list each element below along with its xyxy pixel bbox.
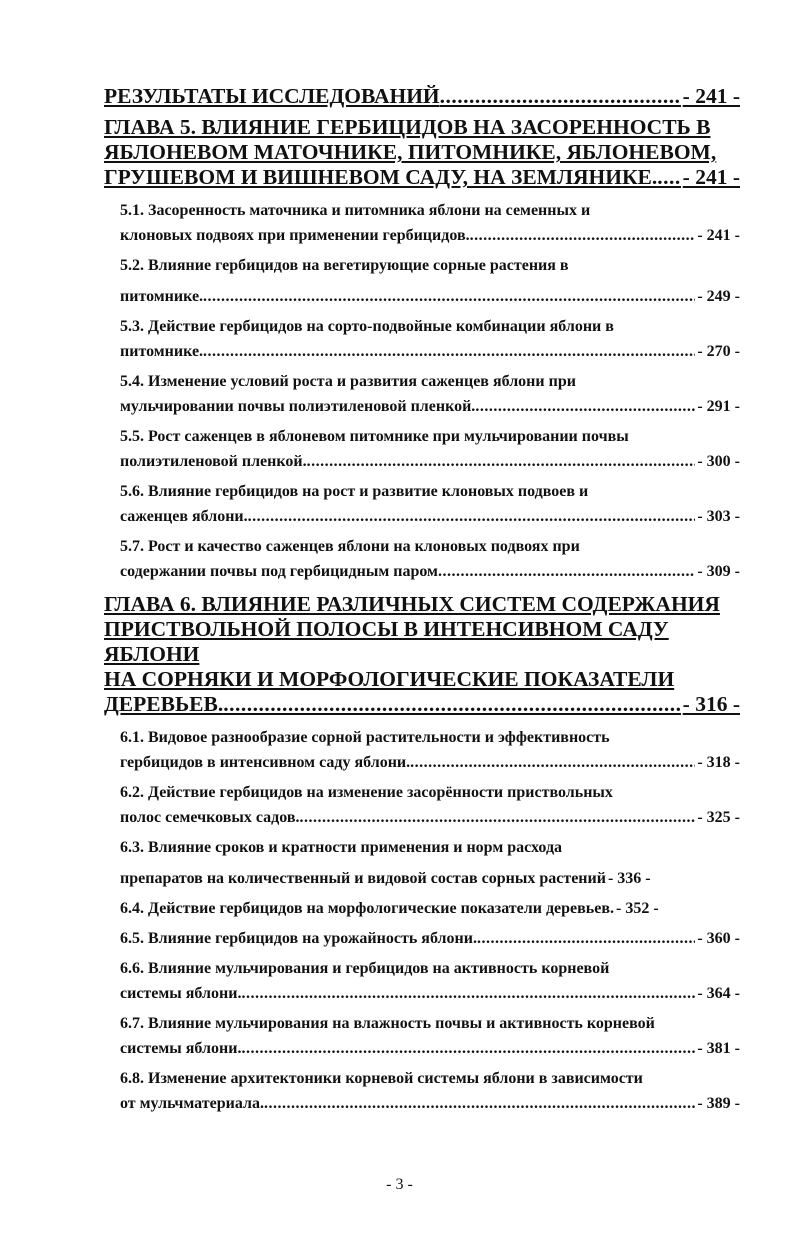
toc-subentry-5-3[interactable] — [104, 314, 740, 364]
page-ref: - 316 - — [682, 692, 740, 716]
toc-subentry-6-6[interactable] — [104, 956, 740, 1006]
subentry-title: полос семечковых садов. — [120, 809, 300, 826]
subentry-title: гербицидов в интенсивном саду яблони. — [120, 754, 411, 771]
chapter-title-line: ПРИСТВОЛЬНОЙ ПОЛОСЫ В ИНТЕНСИВНОМ САДУ ЯБЛОНИ — [104, 617, 669, 666]
subentry-title: системы яблони. — [120, 1040, 242, 1057]
page-ref: - 309 - — [697, 563, 740, 580]
toc-title: РЕЗУЛЬТАТЫ ИССЛЕДОВАНИЙ — [104, 84, 440, 108]
chapter-title-line: НА СОРНЯКИ И МОРФОЛОГИЧЕСКИЕ ПОКАЗАТЕЛИ — [104, 667, 675, 691]
subentry-title: питомнике. — [120, 288, 204, 305]
page-ref: - 291 - — [697, 398, 740, 415]
subentry-title: 6.3. Влияние сроков и кратности применения и норм расхода — [120, 839, 563, 856]
subentry-title: питомнике. — [120, 343, 204, 360]
dot-leader — [410, 750, 695, 775]
page-ref: - 241 - — [697, 227, 740, 244]
dot-leader — [440, 84, 681, 109]
dot-leader — [307, 449, 696, 474]
subentry-title: от мульчматериала. — [120, 1095, 264, 1112]
subentry-title: полиэтиленовой пленкой. — [120, 453, 307, 470]
dot-leader — [438, 559, 695, 584]
page-ref: - 249 - — [697, 288, 740, 305]
toc-entry-results[interactable] — [104, 84, 740, 109]
toc-subentry-6-3[interactable] — [104, 835, 740, 891]
dot-leader — [657, 165, 680, 190]
dot-leader — [203, 339, 695, 364]
subentry-title: 5.2. Влияние гербицидов на вегетирующие сорные растения в — [120, 257, 569, 274]
dot-leader — [475, 394, 695, 419]
page-ref: - 241 - — [682, 84, 740, 108]
subentry-title: мульчировании почвы полиэтиленовой пленкой. — [120, 398, 476, 415]
subentry-title: 6.8. Изменение архитектоники корневой системы яблони в зависимости — [120, 1070, 643, 1087]
toc-subentry-5-2[interactable] — [104, 253, 740, 309]
subentry-title: 5.6. Влияние гербицидов на рост и развитие клоновых подвоев и — [120, 483, 589, 500]
subentry-title: 6.7. Влияние мульчирования на влажность почвы и активность корневой — [120, 1015, 655, 1032]
subentry-title: саженцев яблони. — [120, 508, 248, 525]
subentry-title: 5.5. Рост саженцев в яблоневом питомнике при мульчировании почвы — [120, 428, 629, 445]
dot-leader — [241, 981, 695, 1006]
subentry-title: 6.2. Действие гербицидов на изменение засорённости приствольных — [120, 784, 613, 801]
toc-subentry-6-7[interactable] — [104, 1011, 740, 1061]
toc-subentry-6-8[interactable] — [104, 1066, 740, 1116]
page-ref: - 364 - — [697, 985, 740, 1002]
page-number: - 3 - — [386, 1176, 413, 1193]
page-ref: - 241 - — [682, 165, 740, 189]
chapter-title-line: ДЕРЕВЬЕВ. — [104, 692, 224, 716]
chapter-title-line: ГРУШЕВОМ И ВИШНЕВОМ САДУ, НА ЗЕМЛЯНИКЕ. — [104, 165, 658, 189]
subentry-title: 5.1. Засоренность маточника и питомника яблони на семенных и — [120, 202, 591, 219]
dot-leader — [203, 284, 695, 309]
toc-subentry-5-7[interactable] — [104, 534, 740, 584]
dot-leader — [477, 926, 695, 951]
dot-leader — [223, 692, 680, 717]
chapter-title-line: ГЛАВА 6. ВЛИЯНИЕ РАЗЛИЧНЫХ СИСТЕМ СОДЕРЖАНИЯ — [104, 592, 720, 616]
dot-leader — [248, 504, 696, 529]
dot-leader — [299, 805, 695, 830]
toc-chapter-5[interactable] — [104, 115, 740, 190]
dot-leader — [241, 1036, 695, 1061]
subentry-title: 6.5. Влияние гербицидов на урожайность яблони. — [120, 930, 477, 947]
subentry-title: содержании почвы под гербицидным паром — [120, 563, 438, 580]
dot-leader — [470, 223, 696, 248]
toc-subentry-6-4[interactable] — [104, 896, 740, 921]
toc-subentry-5-1[interactable] — [104, 198, 740, 248]
subentry-title: 6.4. Действие гербицидов на морфологические показатели деревьев. — [120, 900, 614, 917]
toc-subentry-6-2[interactable] — [104, 780, 740, 830]
toc-subentry-6-5[interactable] — [104, 926, 740, 951]
table-of-contents — [104, 84, 740, 1121]
page-ref: - 325 - — [697, 809, 740, 826]
page-ref: - 360 - — [697, 930, 740, 947]
subentry-title: 6.1. Видовое разнообразие сорной растительности и эффективность — [120, 729, 610, 746]
toc-subentry-6-1[interactable] — [104, 725, 740, 775]
subentry-title: 6.6. Влияние мульчирования и гербицидов на активность корневой — [120, 960, 610, 977]
subentry-title: клоновых подвоях при применении гербицидов. — [120, 227, 470, 244]
page-ref: - 300 - — [697, 453, 740, 470]
toc-subentry-5-5[interactable] — [104, 424, 740, 474]
page-ref: - 303 - — [697, 508, 740, 525]
page-ref: - 389 - — [697, 1095, 740, 1112]
dot-leader — [264, 1091, 695, 1116]
page-ref: - 318 - — [697, 754, 740, 771]
toc-chapter-6[interactable] — [104, 592, 740, 717]
chapter-title-line: ЯБЛОНЕВОМ МАТОЧНИКЕ, ПИТОМНИКЕ, ЯБЛОНЕВОМ, — [104, 140, 717, 164]
subentry-title: 5.3. Действие гербицидов на сорто-подвойные комбинации яблони в — [120, 318, 614, 335]
subentry-title: системы яблони. — [120, 985, 242, 1002]
page-ref: - 381 - — [697, 1040, 740, 1057]
page-ref: - 352 - — [615, 900, 659, 917]
subentry-title: 5.7. Рост и качество саженцев яблони на клоновых подвоях при — [120, 538, 580, 555]
page-ref: - 270 - — [697, 343, 740, 360]
page-ref: - 336 - — [607, 870, 651, 887]
toc-subentry-5-6[interactable] — [104, 479, 740, 529]
subentry-title: 5.4. Изменение условий роста и развития саженцев яблони при — [120, 373, 576, 390]
toc-subentry-5-4[interactable] — [104, 369, 740, 419]
subentry-title: препаратов на количественный и видовой состав сорных растений — [120, 870, 606, 887]
chapter-title-line: ГЛАВА 5. ВЛИЯНИЕ ГЕРБИЦИДОВ НА ЗАСОРЕННОСТЬ В — [104, 115, 711, 139]
